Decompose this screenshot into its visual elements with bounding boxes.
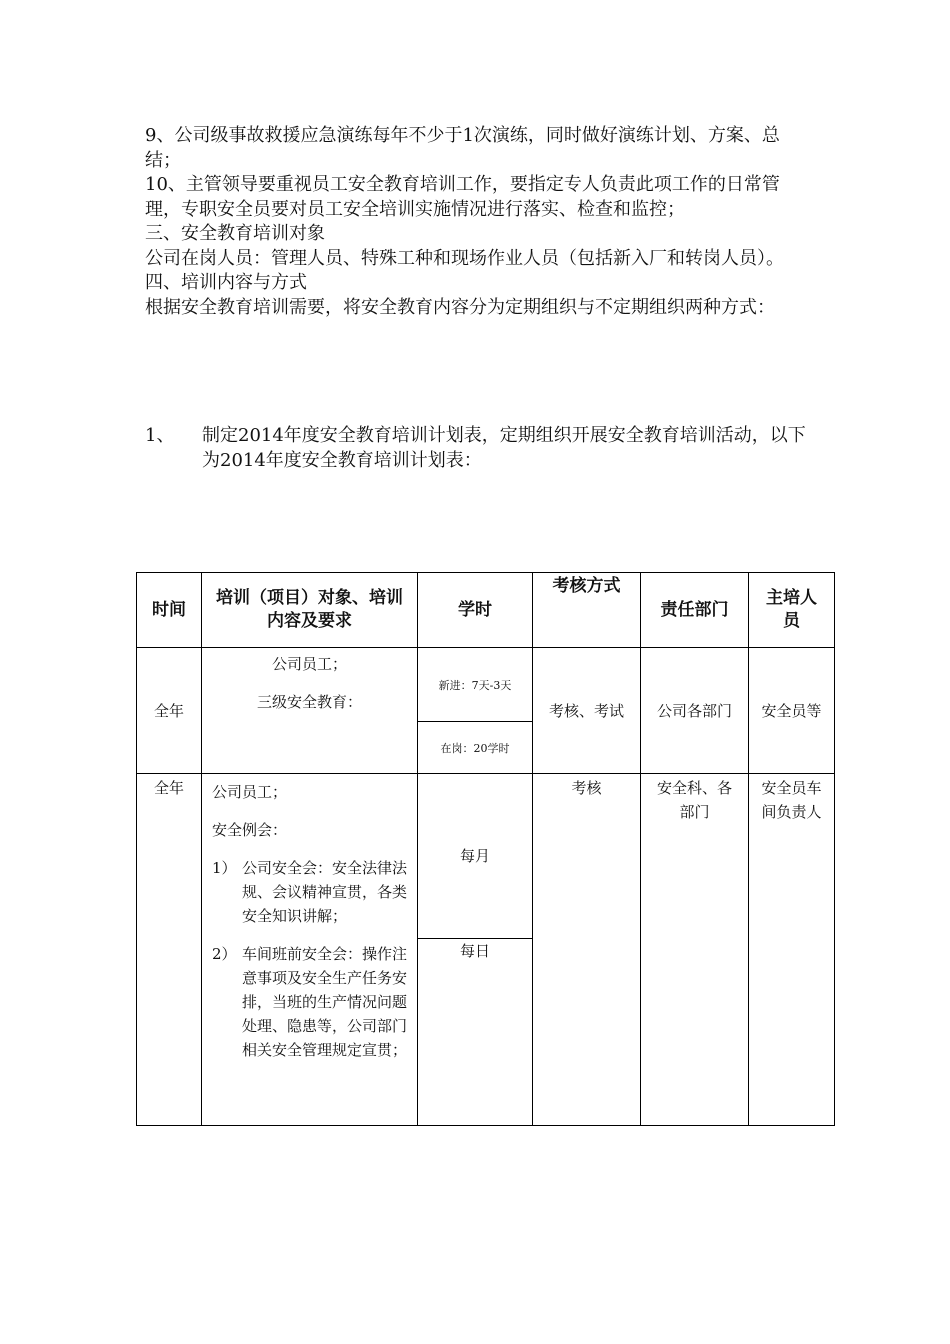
table-header-row: [137, 573, 835, 648]
header-assessment: 考核方式: [533, 573, 641, 648]
row2-content: [202, 774, 418, 1126]
paragraph-method: 根据安全教育培训需要，将安全教育内容分为定期组织与不定期组织两种方式：: [145, 296, 775, 318]
training-plan-table: [136, 572, 835, 1126]
paragraph-item-10: 10、主管领导要重视员工安全教育培训工作，要指定专人负责此项工作的日常管理，专职安全员要对员工安全培训实施情况进行落实、检查和监控；: [145, 174, 780, 220]
row1-time: 全年: [137, 648, 202, 774]
row2-department: 安全科、各部门: [641, 774, 749, 1126]
row1-hours-new: 新进：7天-3天: [418, 648, 533, 722]
row1-content-line1: 公司员工；: [271, 655, 347, 673]
list-item-text: 制定2014年度安全教育培训计划表，定期组织开展安全教育培训活动，以下为2014年度安全教育培训计划表：: [202, 425, 806, 471]
table-row: [137, 648, 835, 722]
row2-item-1-number: 1）: [212, 859, 237, 877]
header-time: 时间: [137, 573, 202, 648]
paragraph-item-9: 9、公司级事故救援应急演练每年不少于1次演练，同时做好演练计划、方案、总结；: [145, 125, 780, 171]
row2-item-1-text: 公司安全会：安全法律法规、会议精神宣贯，各类安全知识讲解；: [242, 859, 408, 925]
row2-item-2-text: 车间班前安全会：操作注意事项及安全生产任务安排，当班的生产情况问题处理、隐患等，公司部门相关安全管理规定宣贯；: [242, 945, 408, 1059]
row1-department: 公司各部门: [641, 648, 749, 774]
header-hours: 学时: [418, 573, 533, 648]
section-heading-3: 三、安全教育培训对象: [145, 223, 325, 244]
row1-assessment: 考核、考试: [533, 648, 641, 774]
row2-time: 全年: [137, 774, 202, 1126]
header-trainer: 主培人员: [749, 573, 835, 648]
header-content: 培训（项目）对象、培训内容及要求: [202, 573, 418, 648]
row1-hours-onduty: 在岗：20学时: [418, 722, 533, 774]
row2-assessment: 考核: [533, 774, 641, 1126]
row2-item-2-number: 2）: [212, 945, 237, 963]
row2-item-1: [212, 856, 409, 928]
body-text-block: [145, 124, 813, 320]
row2-item-2: [212, 942, 409, 1062]
row1-content: [202, 648, 418, 774]
header-department: 责任部门: [641, 573, 749, 648]
row2-content-line2: 安全例会：: [212, 821, 288, 839]
row1-content-line2: 三级安全教育：: [256, 693, 362, 711]
row2-content-line1: 公司员工；: [212, 783, 288, 801]
paragraph-target: 公司在岗人员：管理人员、特殊工种和现场作业人员（包括新入厂和转岗人员）。: [145, 247, 784, 269]
table-row: [137, 774, 835, 939]
list-item-number: 1、: [145, 425, 175, 446]
row1-trainer: 安全员等: [749, 648, 835, 774]
row2-hours-daily: 每日: [418, 939, 533, 1126]
section-heading-4: 四、培训内容与方式: [145, 272, 307, 293]
row2-hours-monthly: 每月: [418, 774, 533, 939]
row2-trainer: 安全员车间负责人: [749, 774, 835, 1126]
